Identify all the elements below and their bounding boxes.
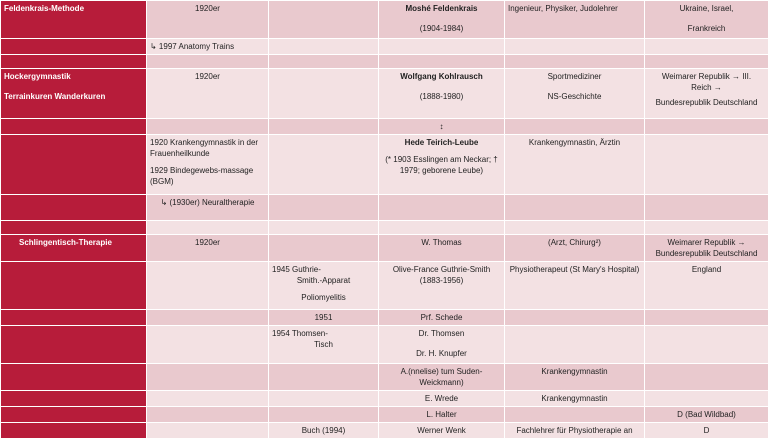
profession-cell: [505, 119, 645, 135]
profession-cell: [505, 310, 645, 326]
method-cell: [1, 221, 147, 235]
year-cell: [147, 221, 269, 235]
country-cell: [645, 55, 768, 69]
method-cell: [1, 69, 147, 119]
country-cell: [645, 39, 768, 55]
detail-cell: [269, 221, 379, 235]
year-cell: [147, 135, 269, 195]
detail-cell: [269, 262, 379, 310]
method-cell: [1, 310, 147, 326]
table-row: [1, 407, 768, 423]
method-cell: [1, 55, 147, 69]
person-dates: (1904-1984): [382, 23, 501, 34]
method-cell: [1, 326, 147, 364]
country-line: Frankreich: [648, 23, 765, 34]
detail-line: 1945 Guthrie-: [272, 264, 375, 275]
year-cell: 1920er: [147, 235, 269, 262]
person-cell: Olive-France Guthrie-Smith (1883-1956): [379, 262, 505, 310]
year-cell: [147, 55, 269, 69]
detail-cell: [269, 391, 379, 407]
detail-cell: [269, 39, 379, 55]
detail-line: Smith.-Apparat: [272, 275, 375, 286]
profession-cell: Krankengymnastin: [505, 391, 645, 407]
country-cell: [645, 119, 768, 135]
table-row: [1, 235, 768, 262]
person-name: Wolfgang Kohlrausch: [382, 71, 501, 82]
table-row: [1, 262, 768, 310]
table-row: [1, 221, 768, 235]
year-cell: [147, 119, 269, 135]
detail-cell: 1951: [269, 310, 379, 326]
year-cell: [147, 407, 269, 423]
method-cell: [1, 391, 147, 407]
person-cell: A.(nnelise) tum Suden-Weickmann): [379, 364, 505, 391]
table-row: [1, 326, 768, 364]
detail-cell: Buch (1994): [269, 423, 379, 439]
year-cell: ↳ 1997 Anatomy Trains: [147, 39, 269, 55]
method-cell: Schlingentisch-Therapie: [1, 235, 147, 262]
detail-cell: [269, 195, 379, 221]
detail-cell: [269, 119, 379, 135]
profession-cell: Ingenieur, Physiker, Judolehrer: [505, 1, 645, 39]
person-name: Hede Teirich-Leube: [382, 137, 501, 148]
arrow-icon: ↕: [379, 119, 505, 135]
detail-cell: [269, 135, 379, 195]
year-cell: [147, 262, 269, 310]
method-cell: [1, 262, 147, 310]
country-cell: [645, 326, 768, 364]
table-row: [1, 391, 768, 407]
detail-cell: [269, 69, 379, 119]
profession-cell: Physiotherapeut (St Mary's Hospital): [505, 262, 645, 310]
country-line: Weimarer Republik → III.: [648, 71, 765, 82]
person-cell: L. Halter: [379, 407, 505, 423]
year-cell: ↳ (1930er) Neuraltherapie: [147, 195, 269, 221]
profession-cell: Krankengymnastin, Ärztin: [505, 135, 645, 195]
person-cell: Werner Wenk: [379, 423, 505, 439]
profession-line: Sportmediziner: [508, 71, 641, 82]
profession-cell: [505, 221, 645, 235]
detail-line: Tisch: [272, 339, 375, 350]
method-cell: [1, 195, 147, 221]
method-cell: [1, 135, 147, 195]
profession-cell: (Arzt, Chirurg²): [505, 235, 645, 262]
country-cell: D: [645, 423, 768, 439]
method-line: Hockergymnastik: [4, 71, 143, 82]
person-cell: W. Thomas: [379, 235, 505, 262]
person-cell: [379, 221, 505, 235]
year-cell: [147, 364, 269, 391]
detail-line: Poliomyelitis: [272, 292, 375, 303]
country-cell: Weimarer Republik → Bundesrepublik Deutschland: [645, 235, 768, 262]
person-dates: (1888-1980): [382, 91, 501, 102]
person-name: Dr. Thomsen: [382, 328, 501, 339]
table-row: [1, 135, 768, 195]
table-row: [1, 119, 768, 135]
person-name: Moshé Feldenkrais: [382, 3, 501, 14]
country-cell: England: [645, 262, 768, 310]
year-cell: [147, 423, 269, 439]
detail-line: 1954 Thomsen-: [272, 328, 375, 339]
year-cell: 1920er: [147, 69, 269, 119]
person-cell: [379, 39, 505, 55]
person-cell: [379, 55, 505, 69]
person-cell: [379, 1, 505, 39]
person-cell: E. Wrede: [379, 391, 505, 407]
table-row: [1, 310, 768, 326]
profession-line: NS-Geschichte: [508, 91, 641, 102]
profession-cell: [505, 69, 645, 119]
person-cell: [379, 326, 505, 364]
person-cell: [379, 195, 505, 221]
method-cell: [1, 119, 147, 135]
year-cell: [147, 391, 269, 407]
person-cell: [379, 135, 505, 195]
table-row: [1, 69, 768, 119]
person-name: Dr. H. Knupfer: [382, 348, 501, 359]
method-cell: [1, 407, 147, 423]
profession-cell: Krankengymnastin: [505, 364, 645, 391]
country-line: Ukraine, Israel,: [648, 3, 765, 14]
table-row: [1, 1, 768, 39]
year-line: 1920 Krankengymnastik in der Frauenheilkunde: [150, 137, 265, 159]
country-cell: [645, 364, 768, 391]
year-line: 1929 Bindegewebs-massage (BGM): [150, 165, 265, 187]
country-cell: [645, 1, 768, 39]
country-cell: [645, 310, 768, 326]
method-cell: [1, 364, 147, 391]
profession-cell: [505, 195, 645, 221]
table-row: [1, 423, 768, 439]
year-cell: 1920er: [147, 1, 269, 39]
country-cell: [645, 195, 768, 221]
country-cell: [645, 135, 768, 195]
country-line: Reich →: [648, 82, 765, 93]
country-cell: [645, 69, 768, 119]
method-cell: [1, 39, 147, 55]
country-line: Bundesrepublik Deutschland: [648, 97, 765, 108]
method-line: Terrainkuren Wanderkuren: [4, 91, 143, 102]
profession-cell: [505, 55, 645, 69]
person-dates: (* 1903 Esslingen am Neckar; † 1979; geborene Leube): [382, 154, 501, 176]
profession-cell: [505, 407, 645, 423]
detail-cell: [269, 235, 379, 262]
year-cell: [147, 326, 269, 364]
person-cell: Prf. Schede: [379, 310, 505, 326]
table-row: [1, 195, 768, 221]
table-row: [1, 39, 768, 55]
table-row: [1, 364, 768, 391]
detail-cell: [269, 364, 379, 391]
detail-cell: [269, 55, 379, 69]
table-row: [1, 55, 768, 69]
country-cell: D (Bad Wildbad): [645, 407, 768, 423]
profession-cell: Fachlehrer für Physiotherapie an: [505, 423, 645, 439]
country-cell: [645, 221, 768, 235]
method-cell: [1, 423, 147, 439]
profession-cell: [505, 39, 645, 55]
detail-cell: [269, 1, 379, 39]
detail-cell: [269, 407, 379, 423]
year-cell: [147, 310, 269, 326]
method-cell: Feldenkrais-Methode: [1, 1, 147, 39]
person-cell: [379, 69, 505, 119]
profession-cell: [505, 326, 645, 364]
country-cell: [645, 391, 768, 407]
detail-cell: [269, 326, 379, 364]
